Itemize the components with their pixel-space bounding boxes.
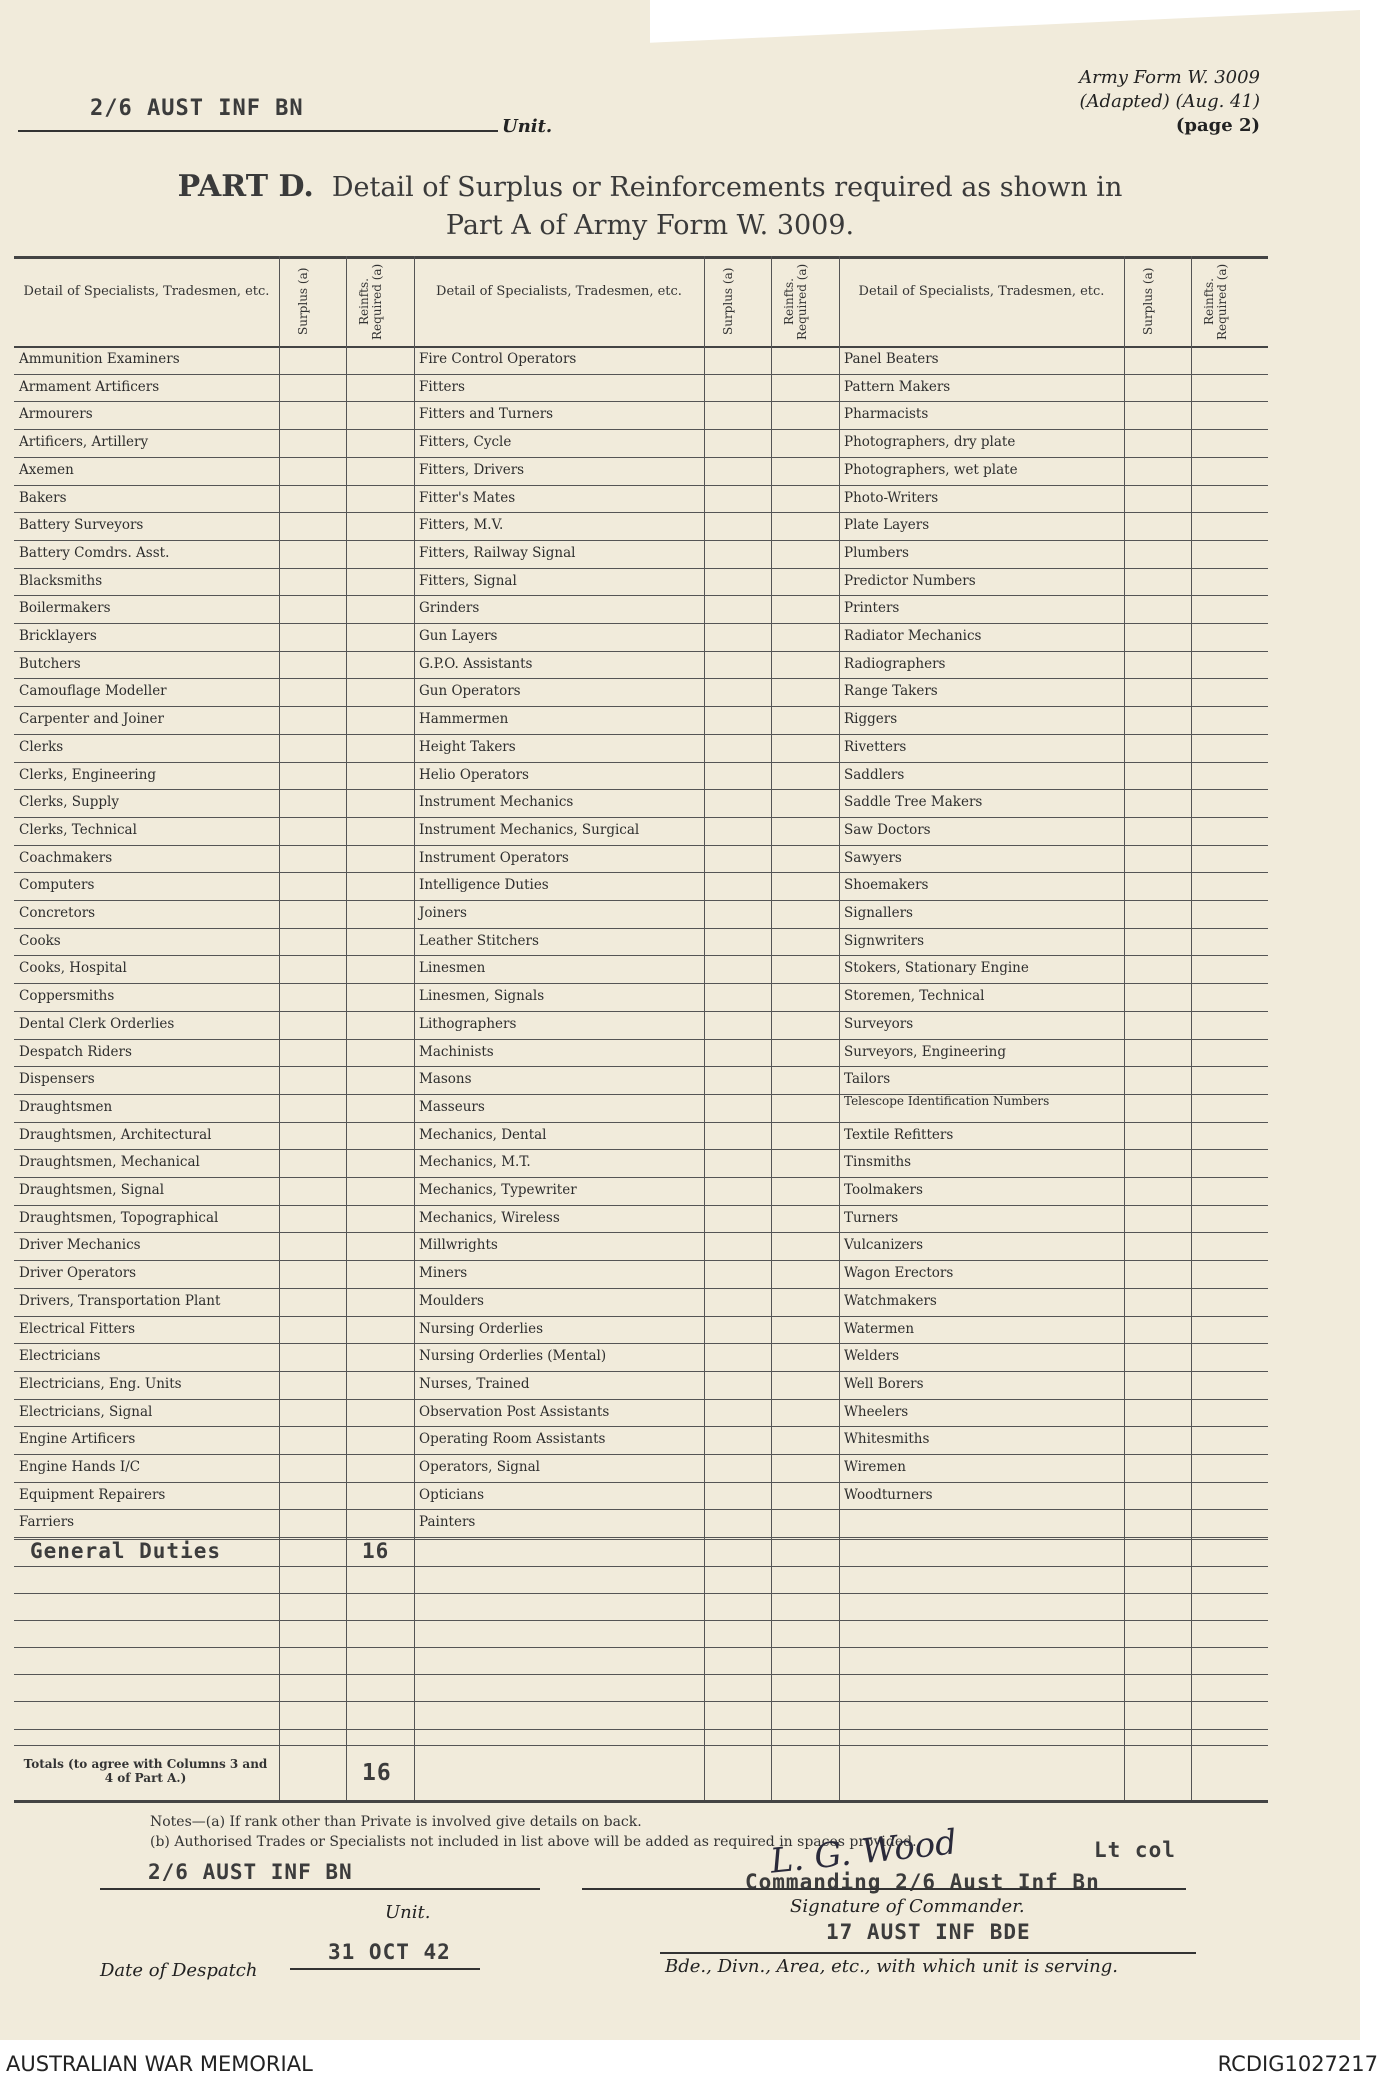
trade-label: Woodturners xyxy=(844,1486,933,1503)
row-line xyxy=(14,762,1268,763)
row-line xyxy=(14,928,1268,929)
trade-label: Dispensers xyxy=(19,1071,95,1088)
table-bottom-border xyxy=(14,1800,1268,1803)
trade-label: Driver Operators xyxy=(19,1265,137,1282)
trade-label: Blacksmiths xyxy=(19,572,103,589)
trade-label: Electricians xyxy=(19,1348,101,1365)
trade-label: Fitters, Drivers xyxy=(419,461,525,478)
trade-label: Mechanics, Typewriter xyxy=(419,1182,577,1198)
trade-label: Millwrights xyxy=(419,1237,498,1254)
trade-label: Instrument Mechanics xyxy=(419,794,574,811)
blank-row-line xyxy=(14,1674,1268,1675)
trade-label: Drivers, Transportation Plant xyxy=(19,1292,221,1309)
trade-label: Fire Control Operators xyxy=(419,351,577,367)
trade-label: Moulders xyxy=(419,1292,484,1309)
row-line xyxy=(14,789,1268,790)
unit-underline-bottom xyxy=(100,1888,540,1890)
trade-label: Axemen xyxy=(19,461,74,478)
trade-label: Gun Layers xyxy=(419,628,498,644)
row-line xyxy=(14,983,1268,984)
form-number: Army Form W. 3009 xyxy=(1079,67,1260,88)
row-line xyxy=(14,817,1268,818)
trade-label: Intelligence Duties xyxy=(419,877,549,894)
trade-label: Operating Room Assistants xyxy=(419,1431,606,1448)
trade-label: Plate Layers xyxy=(844,517,930,534)
trade-label: Watchmakers xyxy=(844,1292,937,1309)
column-line xyxy=(279,256,280,1800)
trade-label: Instrument Mechanics, Surgical xyxy=(419,821,640,838)
blank-row-line xyxy=(14,1593,1268,1594)
blank-row-line xyxy=(14,1647,1268,1648)
row-line xyxy=(14,1454,1268,1455)
trade-label: Surveyors, Engineering xyxy=(844,1043,1007,1060)
trade-label: Saw Doctors xyxy=(844,821,931,838)
trade-label: Signallers xyxy=(844,905,913,921)
form-reference xyxy=(1079,66,1260,138)
row-line xyxy=(14,1205,1268,1206)
trade-label: Mechanics, M.T. xyxy=(419,1154,531,1171)
trade-label: Photographers, dry plate xyxy=(844,434,1016,451)
trade-label: Watermen xyxy=(844,1320,915,1337)
trade-label: Bricklayers xyxy=(19,628,97,644)
trade-label: Fitters and Turners xyxy=(419,406,554,423)
trade-label: Pattern Makers xyxy=(844,378,951,395)
row-line xyxy=(14,540,1268,541)
table-top-border xyxy=(14,256,1268,259)
trade-label: Vulcanizers xyxy=(844,1237,924,1254)
trade-label: Wheelers xyxy=(844,1403,909,1420)
unit-label-top: Unit. xyxy=(502,116,553,137)
trade-label: Camouflage Modeller xyxy=(19,683,167,700)
trade-label: Armourers xyxy=(19,406,93,423)
signature-underline xyxy=(582,1888,1186,1890)
trade-label: Carpenter and Joiner xyxy=(19,711,164,728)
row-line xyxy=(14,568,1268,569)
row-line xyxy=(14,1122,1268,1123)
trade-label: Helio Operators xyxy=(419,766,529,783)
trade-label: Saddlers xyxy=(844,766,905,783)
trade-label: Linesmen, Signals xyxy=(419,988,545,1005)
trade-label: Draughtsmen xyxy=(19,1098,113,1115)
trade-label: Cooks, Hospital xyxy=(19,960,127,977)
trade-label: Ammunition Examiners xyxy=(19,351,180,367)
trade-label: Surveyors xyxy=(844,1015,914,1032)
trade-label: Nurses, Trained xyxy=(419,1375,530,1392)
blank-row-line xyxy=(14,1729,1268,1730)
header-detail-col-1: Detail of Specialists, Tradesmen, etc. xyxy=(23,284,270,299)
trade-label: Storemen, Technical xyxy=(844,988,985,1005)
trade-label: Butchers xyxy=(19,655,81,672)
row-line xyxy=(14,706,1268,707)
trade-label: Signwriters xyxy=(844,932,925,949)
unit-typed-bottom: 2/6 AUST INF BN xyxy=(148,1860,353,1884)
row-line xyxy=(14,1011,1268,1012)
trade-label: Fitters xyxy=(419,378,465,395)
trade-label: Range Takers xyxy=(844,683,938,700)
trade-label: Fitters, Cycle xyxy=(419,434,512,451)
trade-label: Battery Surveyors xyxy=(19,517,144,534)
header-bottom-border xyxy=(14,346,1268,348)
trade-label: Draughtsmen, Architectural xyxy=(19,1126,212,1143)
trade-label: Armament Artificers xyxy=(19,378,160,395)
header-surplus-col-3: Surplus (a) xyxy=(1141,267,1155,335)
totals-top-border xyxy=(14,1745,1268,1746)
row-line xyxy=(14,1537,1268,1538)
trade-label: Draughtsmen, Signal xyxy=(19,1182,165,1198)
row-line xyxy=(14,651,1268,652)
archive-id: RCDIG1027217 xyxy=(1217,2052,1378,2076)
trade-label: Welders xyxy=(844,1348,900,1365)
trade-label: Hammermen xyxy=(419,711,509,728)
title-line-1: Detail of Surplus or Reinforcements required as shown in xyxy=(331,172,1123,203)
blank-row-line xyxy=(14,1701,1268,1702)
trade-label: Observation Post Assistants xyxy=(419,1403,610,1420)
archive-caption: AUSTRALIAN WAR MEMORIAL xyxy=(6,2052,313,2076)
trade-label: Stokers, Stationary Engine xyxy=(844,960,1029,977)
trade-label: Nursing Orderlies xyxy=(419,1320,543,1337)
form-adapted: (Adapted) (Aug. 41) xyxy=(1079,91,1260,112)
trade-label: Despatch Riders xyxy=(19,1043,132,1060)
trade-label: Radiator Mechanics xyxy=(844,628,982,644)
trade-label: Rivetters xyxy=(844,738,907,755)
row-line xyxy=(14,457,1268,458)
row-line xyxy=(14,872,1268,873)
row-line xyxy=(14,955,1268,956)
general-duties-reinfts: 16 xyxy=(362,1539,390,1564)
header-detail-col-3: Detail of Specialists, Tradesmen, etc. xyxy=(858,284,1105,299)
trade-label: Nursing Orderlies (Mental) xyxy=(419,1348,607,1365)
trade-label: Sawyers xyxy=(844,849,902,866)
trade-label: Radiographers xyxy=(844,655,946,672)
trade-label: Engine Hands I/C xyxy=(19,1459,141,1475)
trade-label: Tailors xyxy=(844,1071,891,1088)
column-line xyxy=(704,256,705,1800)
trade-label: Shoemakers xyxy=(844,877,929,894)
trade-label: Electricians, Signal xyxy=(19,1403,153,1420)
row-line xyxy=(14,1482,1268,1483)
title-part: PART D. xyxy=(177,169,314,204)
trade-label: Draughtsmen, Topographical xyxy=(19,1209,219,1226)
trade-label: Dental Clerk Orderlies xyxy=(19,1015,175,1032)
trade-label: Masseurs xyxy=(419,1098,485,1115)
row-line xyxy=(14,623,1268,624)
totals-label: Totals (to agree with Columns 3 and 4 of Part A.) xyxy=(23,1757,268,1785)
trade-label: Artificers, Artillery xyxy=(19,434,149,451)
column-line xyxy=(414,256,415,1800)
blank-row-line xyxy=(14,1566,1268,1567)
trade-label: Clerks, Engineering xyxy=(19,766,157,783)
commanding-line: Commanding 2/6 Aust Inf Bn xyxy=(745,1870,1100,1894)
unit-underline-top xyxy=(18,130,498,132)
trade-label: Grinders xyxy=(419,600,480,617)
unit-typed-top: 2/6 AUST INF BN xyxy=(90,96,304,121)
trade-label: Well Borers xyxy=(844,1375,924,1392)
trade-label: Clerks, Technical xyxy=(19,821,137,838)
trade-label: Masons xyxy=(419,1071,472,1088)
brigade-underline xyxy=(660,1952,1196,1954)
column-line xyxy=(771,256,772,1800)
added-trade-general-duties: General Duties xyxy=(30,1539,222,1564)
trade-label: Equipment Repairers xyxy=(19,1486,166,1503)
trade-label: Riggers xyxy=(844,711,898,728)
trade-label: Bakers xyxy=(19,489,67,506)
trade-label: Computers xyxy=(19,877,95,894)
note-b: (b) Authorised Trades or Specialists not included in list above will be added as required in spaces provided. xyxy=(150,1834,917,1850)
signature-label: Signature of Commander. xyxy=(790,1896,1025,1917)
row-line xyxy=(14,678,1268,679)
commander-rank: Lt col xyxy=(1094,1838,1176,1862)
trade-label: Coppersmiths xyxy=(19,988,115,1005)
dispatch-date: 31 OCT 42 xyxy=(328,1940,451,1964)
row-line xyxy=(14,734,1268,735)
row-line xyxy=(14,1149,1268,1150)
brigade-label: Bde., Divn., Area, etc., with which unit is serving. xyxy=(665,1956,1118,1977)
trade-label: Plumbers xyxy=(844,544,909,561)
trade-label: Fitters, Signal xyxy=(419,572,517,589)
row-line xyxy=(14,1426,1268,1427)
trade-label: Draughtsmen, Mechanical xyxy=(19,1154,200,1171)
trade-label: Fitters, M.V. xyxy=(419,517,504,534)
trade-label: Predictor Numbers xyxy=(844,572,976,589)
row-line xyxy=(14,1316,1268,1317)
trade-label: Tinsmiths xyxy=(844,1154,912,1171)
trade-label: Telescope Identification Numbers xyxy=(844,1093,1050,1108)
row-line xyxy=(14,1232,1268,1233)
unit-label-bottom: Unit. xyxy=(385,1902,431,1923)
brigade-typed: 17 AUST INF BDE xyxy=(826,1920,1031,1944)
commander-signature: L. G. Wood xyxy=(768,1822,959,1882)
row-line xyxy=(14,512,1268,513)
trade-label: Leather Stitchers xyxy=(419,932,539,949)
trade-label: Clerks xyxy=(19,738,64,755)
trade-label: Whitesmiths xyxy=(844,1431,930,1448)
dispatch-label: Date of Despatch xyxy=(100,1960,258,1981)
trade-label: Textile Refitters xyxy=(844,1126,954,1143)
column-line xyxy=(1124,256,1125,1800)
row-line xyxy=(14,1066,1268,1067)
column-line xyxy=(1191,256,1192,1800)
trade-label: Machinists xyxy=(419,1043,494,1060)
trade-label: Wiremen xyxy=(844,1459,906,1475)
row-line xyxy=(14,595,1268,596)
specialists-table xyxy=(14,256,1268,1809)
row-line xyxy=(14,1399,1268,1400)
trade-label: Fitters, Railway Signal xyxy=(419,544,576,561)
trade-label: Fitter's Mates xyxy=(419,489,516,506)
trade-label: Mechanics, Dental xyxy=(419,1126,547,1143)
trade-label: Opticians xyxy=(419,1486,485,1503)
row-line xyxy=(14,1177,1268,1178)
row-line xyxy=(14,900,1268,901)
column-line xyxy=(346,256,347,1800)
dispatch-underline xyxy=(290,1968,480,1970)
trade-label: Photo-Writers xyxy=(844,489,939,506)
row-line xyxy=(14,1371,1268,1372)
header-surplus-col-2: Surplus (a) xyxy=(721,267,735,335)
trade-label: Wagon Erectors xyxy=(844,1265,954,1282)
trade-label: Saddle Tree Makers xyxy=(844,794,983,811)
trade-label: Farriers xyxy=(19,1514,75,1531)
trade-label: Miners xyxy=(419,1265,468,1282)
row-line xyxy=(14,485,1268,486)
row-line xyxy=(14,374,1268,375)
row-line xyxy=(14,1260,1268,1261)
blank-row-line xyxy=(14,1620,1268,1621)
trade-label: Operators, Signal xyxy=(419,1459,540,1475)
trade-label: Mechanics, Wireless xyxy=(419,1209,560,1226)
title-line-2: Part A of Army Form W. 3009. xyxy=(445,210,855,241)
trade-label: Battery Comdrs. Asst. xyxy=(19,544,170,561)
trade-label: Height Takers xyxy=(419,738,516,755)
trade-label: Coachmakers xyxy=(19,849,113,866)
row-line xyxy=(14,845,1268,846)
row-line xyxy=(14,429,1268,430)
row-line xyxy=(14,401,1268,402)
trade-label: Turners xyxy=(844,1209,899,1226)
trade-label: Linesmen xyxy=(419,960,486,977)
trade-label: Printers xyxy=(844,600,900,617)
row-line xyxy=(14,1288,1268,1289)
trade-label: Joiners xyxy=(419,905,467,921)
header-reinfts-col-1: Reinfts. Required (a) xyxy=(357,263,384,341)
column-line xyxy=(839,256,840,1800)
totals-reinfts-value: 16 xyxy=(362,1760,392,1786)
trade-label: Electrical Fitters xyxy=(19,1320,136,1337)
page-title xyxy=(100,168,1200,245)
trade-label: Concretors xyxy=(19,905,96,921)
header-reinfts-col-3: Reinfts. Required (a) xyxy=(1202,263,1229,341)
trade-label: Clerks, Supply xyxy=(19,794,119,811)
row-line xyxy=(14,1343,1268,1344)
trade-label: Instrument Operators xyxy=(419,849,569,866)
note-a: Notes—(a) If rank other than Private is involved give details on back. xyxy=(150,1814,642,1830)
trade-label: Lithographers xyxy=(419,1015,517,1032)
row-line xyxy=(14,1039,1268,1040)
row-line xyxy=(14,1509,1268,1510)
header-surplus-col-1: Surplus (a) xyxy=(296,267,310,335)
trade-label: Electricians, Eng. Units xyxy=(19,1375,182,1392)
trade-label: Engine Artificers xyxy=(19,1431,136,1448)
header-reinfts-col-2: Reinfts. Required (a) xyxy=(782,263,809,341)
form-page-number: (page 2) xyxy=(1175,115,1260,136)
trade-label: G.P.O. Assistants xyxy=(419,655,533,672)
trade-label: Driver Mechanics xyxy=(19,1237,141,1254)
trade-label: Panel Beaters xyxy=(844,351,939,367)
trade-label: Boilermakers xyxy=(19,600,111,617)
trade-label: Painters xyxy=(419,1514,476,1531)
trade-label: Pharmacists xyxy=(844,406,929,423)
header-detail-col-2: Detail of Specialists, Tradesmen, etc. xyxy=(436,284,682,299)
trade-label: Photographers, wet plate xyxy=(844,461,1018,478)
trade-label: Gun Operators xyxy=(419,683,521,700)
trade-label: Toolmakers xyxy=(844,1182,923,1198)
trade-label: Cooks xyxy=(19,932,61,949)
